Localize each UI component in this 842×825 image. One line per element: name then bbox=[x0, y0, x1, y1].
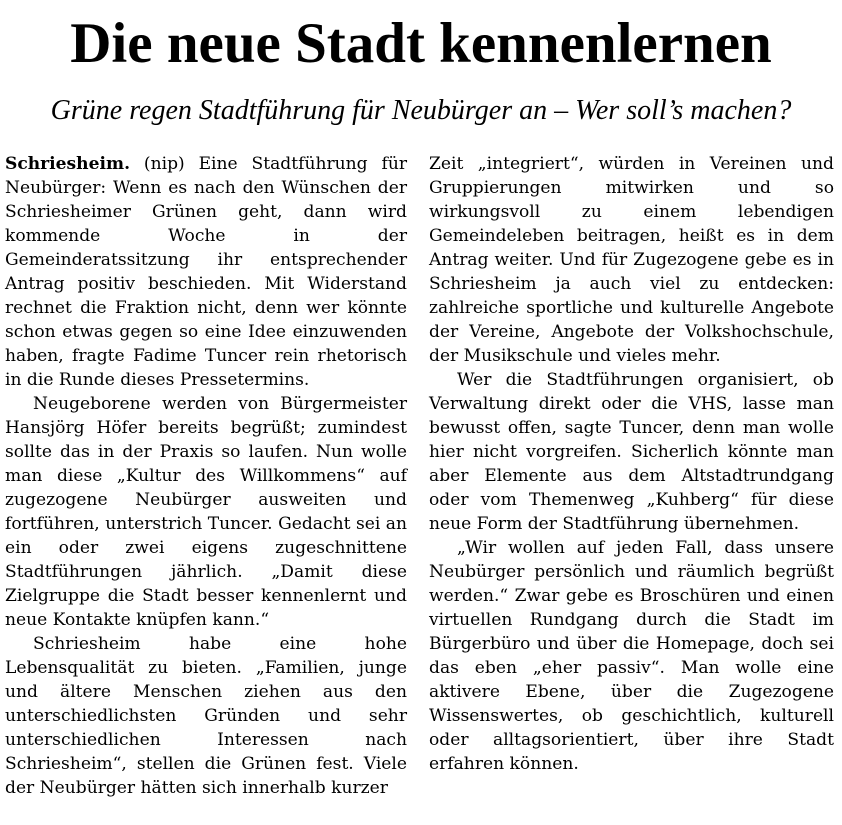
paragraph-6: „Wir wollen auf jeden Fall, dass unsere Neubürger persönlich und räumlich begrüßt werden.“ Zwar gebe es Broschüren und einen virtuellen Rundgang durch die Stadt im Bürgerbüro und über die Homepage, doch sei das eben „eher passiv“. Man wolle eine aktivere Ebene, über die Zugezogene Wissenswertes, ob geschichtlich, kulturell oder alltagsorientiert, über ihre Stadt erfahren können. bbox=[429, 538, 834, 774]
headline: Die neue Stadt kennenlernen bbox=[70, 12, 772, 75]
paragraph-5: Wer die Stadtführungen organisiert, ob Verwaltung direkt oder die VHS, lasse man bewusst offen, sagte Tuncer, denn man wolle hier nicht vorgreifen. Sicherlich könnte man aber Elemente aus dem Altstadtrundgang oder vom Themenweg „Kuhberg“ für diese neue Form der Stadtführung übernehmen. bbox=[429, 370, 834, 534]
paragraph-4: Zeit „integriert“, würden in Vereinen und Gruppierungen mitwirken und so wirkungsvoll zu einem lebendigen Gemeindeleben beitragen, heißt es in dem Antrag weiter. Und für Zugezogene gebe es in Schriesheim ja auch viel zu entdecken: zahlreiche sportliche und kulturelle Angebote der Vereine, Angebote der Volkshochschule, der Musikschule und vieles mehr. bbox=[429, 154, 834, 366]
dateline: Schriesheim. bbox=[5, 154, 131, 174]
paragraph-3: Schriesheim habe eine hohe Lebensqualität zu bieten. „Familien, junge und ältere Menschen ziehen aus den unterschiedlichsten Gründen und sehr unterschiedlichen Interessen nach Schriesheim“, stellen die Grünen fest. Viele der Neubürger hätten sich innerhalb kurzer bbox=[5, 634, 407, 798]
article-column-right bbox=[429, 152, 834, 776]
paragraph-intro bbox=[5, 152, 407, 392]
subheadline: Grüne regen Stadtführung für Neubürger an – Wer soll’s machen? bbox=[50, 95, 792, 126]
article-column-left bbox=[5, 152, 407, 800]
paragraph-1-text: (nip) Eine Stadtführung für Neubürger: Wenn es nach den Wünschen der Schriesheimer Grünen geht, dann wird kommende Woche in der Gemeinderatssitzung ihr entsprechender Antrag positiv beschieden. Mit Widerstand rechnet die Fraktion nicht, denn wer könnte schon etwas gegen so eine Idee einzuwenden haben, fragte Fadime Tuncer rein rhetorisch in die Runde dieses Pressetermins. bbox=[5, 154, 407, 390]
paragraph-2: Neugeborene werden von Bürgermeister Hansjörg Höfer bereits begrüßt; zumindest sollte das in der Praxis so laufen. Nun wolle man diese „Kultur des Willkommens“ auf zugezogene Neubürger ausweiten und fortführen, unterstrich Tuncer. Gedacht sei an ein oder zwei eigens zugeschnittene Stadtführungen jährlich. „Damit diese Zielgruppe die Stadt besser kennenlernt und neue Kontakte knüpfen kann.“ bbox=[5, 394, 407, 630]
